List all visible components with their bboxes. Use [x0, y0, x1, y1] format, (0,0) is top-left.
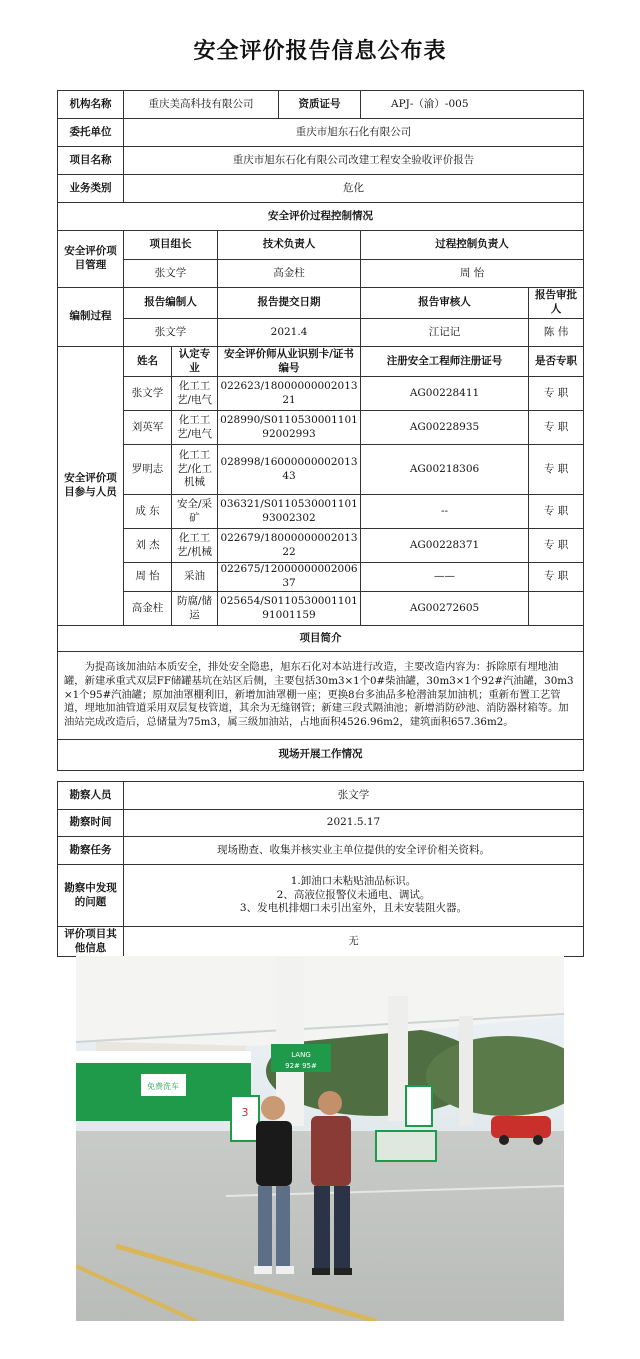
- survey-person-value: 张文学: [124, 782, 584, 810]
- project-name-value: 重庆市旭东石化有限公司改建工程安全验收评价报告: [124, 147, 584, 175]
- client-value: 重庆市旭东石化有限公司: [124, 119, 584, 147]
- submit-date-label: 报告提交日期: [218, 288, 361, 319]
- participant-row: [58, 377, 584, 411]
- participant-cert: 022623/1800000000201321: [218, 377, 361, 411]
- participant-fulltime: 专 职: [529, 563, 584, 592]
- page-title: 安全评价报告信息公布表: [193, 39, 447, 64]
- participant-cert: 022675/1200000000200637: [218, 563, 361, 592]
- col-reg-header: 注册安全工程师注册证号: [361, 347, 529, 377]
- participant-reg: AG00272605: [361, 592, 529, 626]
- main-info-table: [57, 90, 584, 771]
- participant-major: 采油: [172, 563, 218, 592]
- cert-no-label: 资质证号: [279, 91, 361, 119]
- svg-text:3: 3: [241, 1106, 249, 1119]
- site-photo: [76, 956, 564, 1321]
- participant-major: 防腐/储运: [172, 592, 218, 626]
- participant-name: 罗明志: [124, 445, 172, 495]
- participant-major: 化工工艺/电气: [172, 377, 218, 411]
- photo-banner-text: 免费洗车: [147, 1082, 179, 1091]
- participant-reg: AG00228935: [361, 411, 529, 445]
- participant-fulltime: 专 职: [529, 495, 584, 529]
- participant-name: 周 怡: [124, 563, 172, 592]
- col-major-header: 认定专业: [172, 347, 218, 377]
- team-leader-label: 项目组长: [124, 231, 218, 260]
- participant-row: [58, 592, 584, 626]
- intro-heading: 项目简介: [58, 626, 584, 652]
- business-type-label: 业务类别: [58, 175, 124, 203]
- survey-task-value: 现场勘查、收集并核实业主单位提供的安全评价相关资料。: [124, 837, 584, 865]
- participant-row: [58, 411, 584, 445]
- process-lead-label: 过程控制负责人: [361, 231, 584, 260]
- participant-row: [58, 563, 584, 592]
- participant-major: 安全/采矿: [172, 495, 218, 529]
- participant-major: 化工工艺/化工机械: [172, 445, 218, 495]
- issue-item: 3、发电机排烟口未引出室外，且未安装阻火器。: [239, 902, 468, 915]
- cert-no-value: APJ-（渝）-005: [361, 91, 584, 119]
- survey-time-label: 勘察时间: [58, 810, 124, 837]
- participant-reg: ——: [361, 563, 529, 592]
- project-intro-text: 为提高该加油站本质安全，排处安全隐患，旭东石化对本站进行改造，主要改造内容为：拆除原有埋地油罐，新建承重式双层FF储罐基坑在站区后侧，主要包括30m3×1个0#柴油罐，30m3×1个92#汽油罐，30m3×1个95#汽油罐；原加油罩棚利旧，新增加油罩棚一座；更换8台多油品多枪潜油泵加油机；重新布置工艺管道，埋地加油管道采用双层复枝管道，其余为无缝钢管；新建三段式隔油池；新增消防砂池、消防器材箱等。加油站完成改造后，总储量为75m3，属三级加油站，占地面积4526.96m2，建筑面积657.36m2。: [58, 652, 584, 740]
- approver-value: 陈 伟: [529, 319, 584, 347]
- participant-reg: AG00228371: [361, 529, 529, 563]
- svg-text:92# 95#: 92# 95#: [285, 1062, 317, 1070]
- other-info-label: 评价项目其他信息: [58, 927, 124, 957]
- org-name-value: 重庆美高科技有限公司: [124, 91, 279, 119]
- participant-name: 高金柱: [124, 592, 172, 626]
- col-name-header: 姓名: [124, 347, 172, 377]
- participant-cert: 025654/S011053000110191001159: [218, 592, 361, 626]
- participant-name: 成 东: [124, 495, 172, 529]
- survey-person-label: 勘察人员: [58, 782, 124, 810]
- site-work-table: [57, 781, 584, 957]
- other-info-value: 无: [124, 927, 584, 957]
- participant-name: 刘英军: [124, 411, 172, 445]
- participant-cert: 028998/1600000000201343: [218, 445, 361, 495]
- report-author-value: 张文学: [124, 319, 218, 347]
- process-lead-value: 周 怡: [361, 260, 584, 288]
- svg-text:LANG: LANG: [291, 1051, 311, 1059]
- reviewer-label: 报告审核人: [361, 288, 529, 319]
- col-fulltime-header: 是否专职: [529, 347, 584, 377]
- issue-item: 1.卸油口未粘贴油品标识。: [290, 875, 417, 888]
- business-type-value: 危化: [124, 175, 584, 203]
- report-author-label: 报告编制人: [124, 288, 218, 319]
- survey-issues-label: 勘察中发现的问题: [58, 865, 124, 927]
- participant-fulltime: 专 职: [529, 377, 584, 411]
- photo-car: [491, 1116, 551, 1138]
- survey-issues-list: [124, 865, 584, 927]
- client-label: 委托单位: [58, 119, 124, 147]
- participant-reg: AG00218306: [361, 445, 529, 495]
- participant-fulltime: [529, 592, 584, 626]
- project-mgmt-label: 安全评价项目管理: [58, 231, 124, 288]
- issue-item: 2、高液位报警仪未通电、调试。: [276, 888, 431, 901]
- participant-cert: 036321/S011053000110193002302: [218, 495, 361, 529]
- participant-fulltime: 专 职: [529, 529, 584, 563]
- participant-row: [58, 495, 584, 529]
- participant-name: 张文学: [124, 377, 172, 411]
- site-work-heading: 现场开展工作情况: [58, 740, 584, 771]
- org-name-label: 机构名称: [58, 91, 124, 119]
- process-control-heading: 安全评价过程控制情况: [58, 203, 584, 231]
- participant-fulltime: 专 职: [529, 411, 584, 445]
- tech-lead-label: 技术负责人: [218, 231, 361, 260]
- reviewer-value: 江记记: [361, 319, 529, 347]
- participant-cert: 028990/S011053000110192002993: [218, 411, 361, 445]
- participant-row: [58, 445, 584, 495]
- participants-label: 安全评价项目参与人员: [58, 347, 124, 626]
- approver-label: 报告审批人: [529, 288, 584, 319]
- survey-time-value: 2021.5.17: [124, 810, 584, 837]
- col-cert-header: 安全评价师从业识别卡/证书编号: [218, 347, 361, 377]
- submit-date-value: 2021.4: [218, 319, 361, 347]
- participant-row: [58, 529, 584, 563]
- participant-major: 化工工艺/电气: [172, 411, 218, 445]
- tech-lead-value: 高金柱: [218, 260, 361, 288]
- project-name-label: 项目名称: [58, 147, 124, 175]
- compile-process-label: 编制过程: [58, 288, 124, 347]
- participant-name: 刘 杰: [124, 529, 172, 563]
- participant-major: 化工工艺/机械: [172, 529, 218, 563]
- survey-task-label: 勘察任务: [58, 837, 124, 865]
- participant-fulltime: 专 职: [529, 445, 584, 495]
- team-leader-value: 张文学: [124, 260, 218, 288]
- participant-reg: --: [361, 495, 529, 529]
- participant-cert: 022679/1800000000201322: [218, 529, 361, 563]
- participant-reg: AG00228411: [361, 377, 529, 411]
